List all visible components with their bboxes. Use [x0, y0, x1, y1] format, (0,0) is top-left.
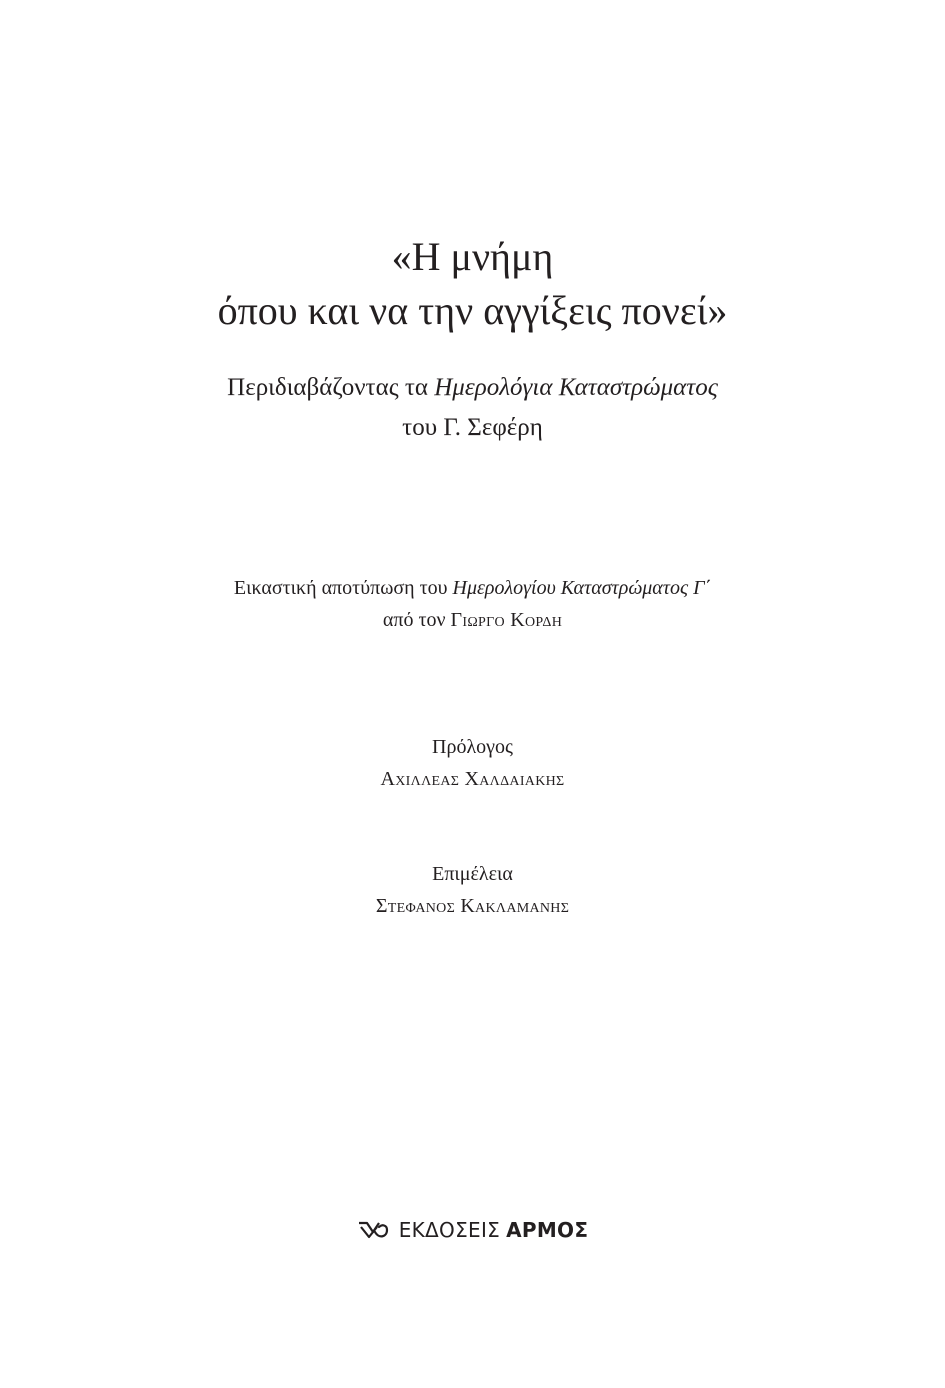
book-subtitle-line-2: του Γ. Σεφέρη: [402, 414, 543, 441]
subtitle-italic: Ημερολόγια Καταστρώματος: [434, 374, 718, 401]
prologue-author: Αχιλλεας Χαλδαιακης: [380, 768, 565, 790]
editing-credit: [0, 858, 945, 922]
prologue-label: Πρόλογος: [432, 736, 513, 758]
illustration-credit-line-1: [0, 572, 945, 604]
publisher-imprint: [0, 1216, 945, 1244]
publisher-name-light: ΕΚΔΟΣΕΙΣ: [398, 1218, 501, 1242]
illustration-credit-line-2: [0, 604, 945, 636]
book-title-line-2: όπου και να την αγγίξεις πονεί»: [217, 288, 728, 333]
armos-logo-icon: [357, 1219, 389, 1241]
illustration-prefix: Εικαστική αποτύπωση του: [233, 577, 453, 599]
publisher-name-bold: ΑΡΜΟΣ: [506, 1218, 589, 1242]
book-subtitle: [0, 368, 945, 448]
illustration-by: από τον: [382, 609, 451, 631]
illustrator-name: Γιωργο Κορδη: [450, 609, 563, 631]
prologue-credit: [0, 731, 945, 795]
book-subtitle-line-1: [0, 368, 945, 408]
editor-name: Στεφανος Κακλαμανης: [375, 895, 570, 917]
editing-label: Επιμέλεια: [432, 863, 513, 885]
book-title-line-1: «Η μνήμη: [391, 234, 554, 279]
illustration-credit: [0, 572, 945, 636]
illustration-italic: Ημερολογίου Καταστρώματος Γ΄: [452, 577, 712, 599]
subtitle-prefix: Περιδιαβάζοντας τα: [227, 374, 435, 401]
book-title: [0, 230, 945, 338]
